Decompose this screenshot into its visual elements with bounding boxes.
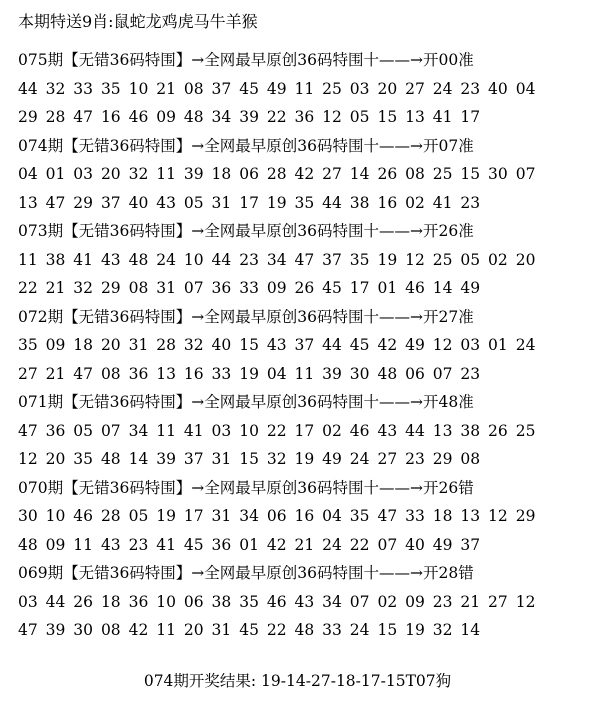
number-row: 44 32 33 35 10 21 08 37 45 49 11 25 03 20 27 24 23 40 04 bbox=[18, 79, 536, 98]
number-row: 30 10 46 28 05 19 17 31 34 06 16 04 35 47 33 18 13 12 29 bbox=[18, 507, 536, 525]
issue-title: 074期【无错36码特围】→全网最早原创36码特围十——→开07准 bbox=[18, 136, 474, 155]
issue-block bbox=[18, 303, 588, 389]
number-row: 11 38 41 43 48 24 10 44 23 34 47 37 35 19 12 25 05 02 20 bbox=[18, 250, 536, 269]
header-zodiac-picks: 本期特送9肖:鼠蛇龙鸡虎马牛羊猴 bbox=[18, 12, 258, 31]
number-row: 47 39 30 08 42 11 20 31 45 22 48 33 24 15 19 32 14 bbox=[18, 621, 481, 639]
number-row: 12 20 35 48 14 39 37 31 15 32 19 49 24 27 23 29 08 bbox=[18, 450, 481, 468]
issue-block bbox=[18, 132, 588, 218]
number-row: 04 01 03 20 32 11 39 18 06 28 42 27 14 26 08 25 15 30 07 bbox=[18, 165, 536, 183]
number-row: 35 09 18 20 31 28 32 40 15 43 37 44 45 42 49 12 03 01 24 bbox=[18, 336, 536, 354]
number-row: 03 44 26 18 36 10 06 38 35 46 43 34 07 02 09 23 21 27 12 bbox=[18, 592, 536, 611]
issue-title: 073期【无错36码特围】→全网最早原创36码特围十——→开26准 bbox=[18, 222, 474, 240]
number-row: 47 36 05 07 34 11 41 03 10 22 17 02 46 43 44 13 38 26 25 bbox=[18, 421, 536, 440]
issue-title: 071期【无错36码特围】→全网最早原创36码特围十——→开48准 bbox=[18, 393, 474, 411]
issue-block bbox=[18, 559, 588, 645]
number-row: 29 28 47 16 46 09 48 34 39 22 36 12 05 15 13 41 17 bbox=[18, 108, 481, 126]
number-row: 22 21 32 29 08 31 07 36 33 09 26 45 17 01 46 14 49 bbox=[18, 279, 481, 297]
issue-block bbox=[18, 46, 588, 132]
draw-result: 074期开奖结果: 19-14-27-18-17-15T07狗 bbox=[143, 672, 452, 690]
issue-title: 069期【无错36码特围】→全网最早原创36码特围十——→开28错 bbox=[18, 564, 474, 582]
issue-title: 072期【无错36码特围】→全网最早原创36码特围十——→开27准 bbox=[18, 307, 474, 326]
issue-block bbox=[18, 388, 588, 474]
issue-list bbox=[18, 46, 588, 645]
issue-block bbox=[18, 474, 588, 560]
issue-title: 075期【无错36码特围】→全网最早原创36码特围十——→开00准 bbox=[18, 51, 474, 69]
issue-block bbox=[18, 217, 588, 303]
number-row: 27 21 47 08 36 13 16 33 19 04 11 39 30 48 06 07 23 bbox=[18, 364, 481, 383]
issue-title: 070期【无错36码特围】→全网最早原创36码特围十——→开26错 bbox=[18, 478, 474, 497]
number-row: 13 47 29 37 40 43 05 31 17 19 35 44 38 16 02 41 23 bbox=[18, 193, 481, 212]
number-row: 48 09 11 43 23 41 45 36 01 42 21 24 22 07 40 49 37 bbox=[18, 535, 481, 554]
